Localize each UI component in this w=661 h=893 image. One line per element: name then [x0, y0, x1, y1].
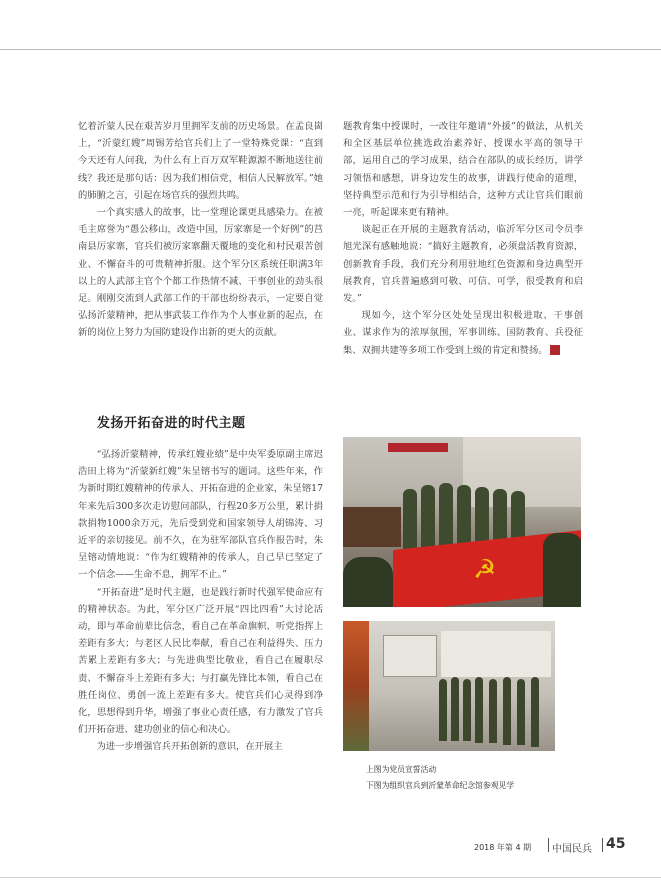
paragraph-text: 现如今，这个军分区处处呈现出积极进取、干事创业、谋求作为的浓厚氛围，军事训练、国防教育、兵役征集、双拥共建等多项工作受到上级的肯定和赞扬。	[343, 310, 583, 356]
footer-magazine-name: 中国民兵	[552, 844, 592, 855]
photo-table	[343, 507, 401, 547]
photo-exhibit-board	[441, 631, 551, 677]
paragraph: 为进一步增强官兵开拓创新的意识，在开展主	[96, 741, 283, 753]
paragraph: “开拓奋进”是时代主题，也是践行新时代强军使命应有的精神状态。为此，军分区广泛开展“四比四看”大讨论活动，即与革命前辈比信念，看自己在革命旗帜、听党指挥上差距有多大；与老区人民比奉献，看自己在利益得失、压力苦累上差距有多大；与先进典型比敬业，看自己在履职尽责、不懈奋斗上差距有多大；与打赢先锋比本领，看自己在胜任岗位、勇创一流上差距有多大。使官兵们心灵得到净化，思想得到升华，增强了事业心责任感，有力激发了官兵们开拓奋进、建功创业的信心和决心。	[78, 586, 323, 736]
photo-memorial-visit	[343, 621, 555, 751]
soldier-figure	[517, 679, 525, 745]
soldier-figure	[439, 679, 447, 741]
photo-oath-ceremony	[343, 437, 581, 607]
photo-caption-bottom: 下图为组织官兵到沂蒙革命纪念馆参观见学	[366, 781, 515, 790]
article-column-left-bottom	[78, 446, 323, 756]
party-end-mark-icon: ☭	[550, 345, 560, 355]
photo-exhibit-wall	[343, 621, 369, 751]
footer-divider	[548, 838, 549, 852]
photo-exhibit-panel	[383, 635, 437, 677]
page-bottom-frame	[0, 877, 661, 893]
paragraph: 谈起正在开展的主题教育活动，临沂军分区司令员李旭光深有感触地说：“搞好主题教育，必须盘活教育资源，创新教育手段，我们充分利用驻地红色资源和身边典型开展教育，官兵普遍感到可敬、可信、可学，很受教育和启发。”	[343, 224, 583, 305]
hammer-sickle-icon: ☭	[473, 555, 497, 585]
soldier-foreground-left	[343, 557, 393, 607]
paragraph: 忆着沂蒙人民在艰苦岁月里拥军支前的历史场景。在孟良崮上，“沂蒙红嫂”周锡芳给官兵们上了一堂特殊党课：“直到今天还有人问我，为什么有上百万双军鞋源源不断地送往前线？我还是那句话：因为我们相信党，相信人民解放军。”她的肺腑之言，引起在场官兵的强烈共鸣。	[78, 121, 323, 201]
paragraph: 一个真实感人的故事，比一堂理论课更具感染力。在被毛主席誉为“愚公移山，改造中国，厉家寨是一个好例”的莒南县厉家寨，官兵们被厉家寨翻天覆地的变化和村民艰苦创业、不懈奋斗的可贵精神折服。这个军分区系统任职满3年以上的人武部主官个个都工作热情不减、干事创业的劲头很足。刚刚交流到人武部工作的干部也纷纷表示，一定要自觉弘扬沂蒙精神，把从事武装工作作为个人事业新的起点，在新的岗位上努力为国防建设作出新的更大的贡献。	[78, 207, 323, 339]
soldier-figure	[489, 679, 497, 743]
soldier-foreground-right	[543, 533, 581, 607]
soldier-figure	[503, 677, 511, 745]
soldier-figure	[463, 679, 471, 741]
paragraph	[343, 307, 583, 359]
soldier-figure	[475, 677, 483, 743]
page-number: 45	[606, 836, 626, 852]
section-heading: 发扬开拓奋进的时代主题	[97, 416, 246, 431]
soldier-figure	[531, 677, 539, 747]
photo-banner	[388, 443, 448, 452]
paragraph: “弘扬沂蒙精神，传承红嫂业绩”是中央军委原副主席迟浩田上将为“沂蒙新红嫂”朱呈镕书写的题词。这些年来，作为新时期红嫂精神的传承人、开拓奋进的企业家，朱呈镕17年来先后300多次走访慰问部队，行程20多万公里，累计捐款捐物1000余万元，先后受到党和国家领导人胡锦涛、习近平的亲切接见。前不久，在为驻军部队官兵作报告时，朱呈镕动情地说：“作为红嫂精神的传承人，自己早已坚定了一个信念——生命不息，拥军不止。”	[78, 449, 323, 581]
photo-caption-top: 上图为党员宣誓活动	[366, 765, 437, 774]
paragraph: 题教育集中授课时，一改往年邀请“外援”的做法，从机关和全区基层单位挑选政治素养好、授课水平高的领导干部，运用自己的学习成果，结合在部队的成长经历，讲学习领悟和感想，讲身边发生的故事，讲践行使命的道理，坚持典型示范和行为引导相结合，这种方式让官兵们眼前一亮，听起课来更有精神。	[343, 121, 583, 219]
soldier-figure	[451, 677, 459, 741]
footer-divider	[602, 838, 603, 852]
footer-issue: 2018 年第 4 期	[474, 843, 532, 852]
page-top-frame	[0, 0, 661, 50]
article-column-right	[343, 118, 583, 359]
article-column-left-top	[78, 118, 323, 342]
